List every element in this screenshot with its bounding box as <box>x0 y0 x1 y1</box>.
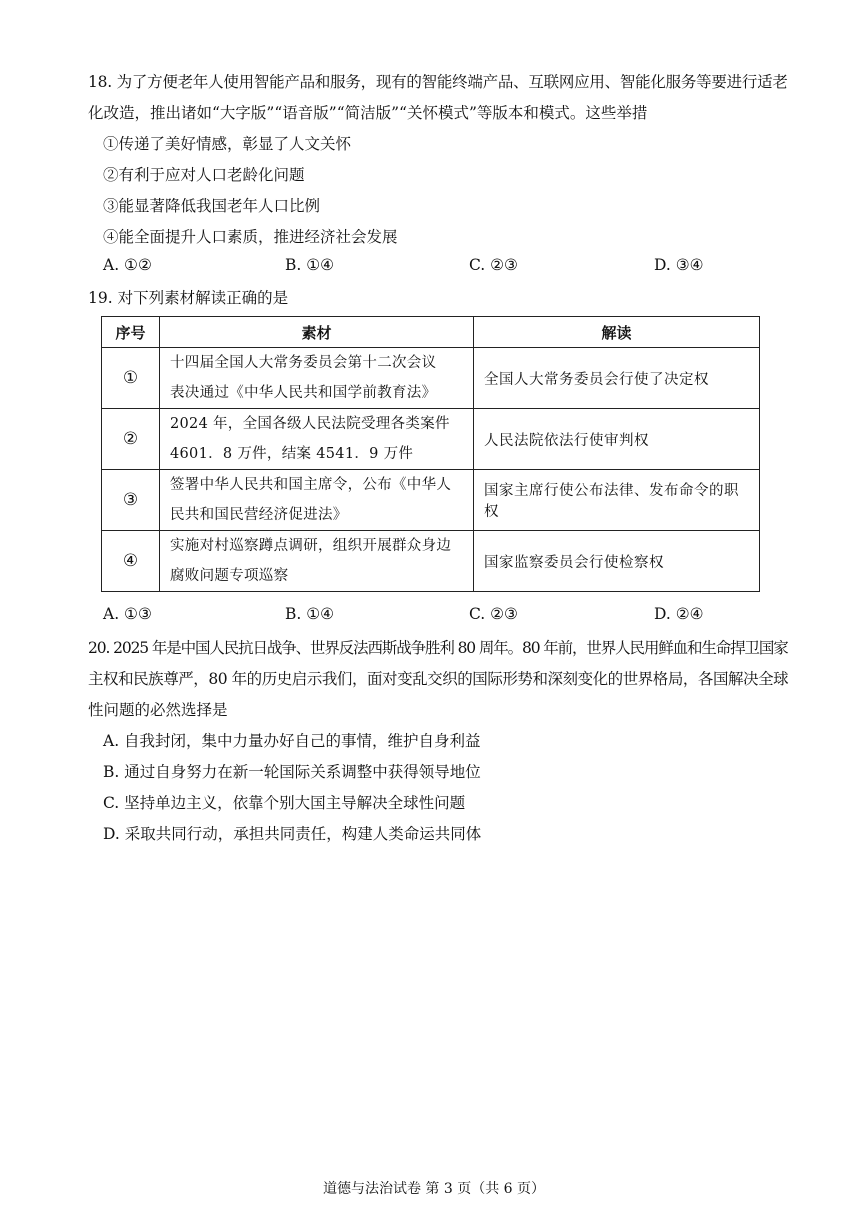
q18-item-2: ②有利于应对人口老龄化问题 <box>103 166 305 184</box>
q19-options <box>103 605 743 627</box>
q20-stem-line-3: 性问题的必然选择是 <box>88 701 228 719</box>
header-index: 序号 <box>102 317 160 348</box>
row-index: ① <box>102 348 160 409</box>
q19-option-c[interactable]: C. ②③ <box>469 605 518 623</box>
q18-stem-line-1: 18. 为了方便老年人使用智能产品和服务，现有的智能终端产品、互联网应用、智能化服务等要进行适老 <box>88 73 788 91</box>
q18-option-b[interactable]: B. ①④ <box>285 256 335 274</box>
row-material <box>160 531 474 592</box>
page-footer: 道德与法治试卷 第 3 页（共 6 页） <box>322 1181 546 1197</box>
table-row <box>102 531 760 592</box>
row-index: ② <box>102 409 160 470</box>
row-material <box>160 409 474 470</box>
q19-table-header <box>102 317 760 348</box>
q19-table <box>101 316 760 592</box>
row-index: ④ <box>102 531 160 592</box>
q19-option-b[interactable]: B. ①④ <box>285 605 335 623</box>
table-row <box>102 348 760 409</box>
material-line: 表决通过《中华人民共和国学前教育法》 <box>170 385 437 401</box>
q20-option-d[interactable]: D. 采取共同行动，承担共同责任，构建人类命运共同体 <box>103 825 482 843</box>
row-analysis: 国家监察委员会行使检察权 <box>474 531 760 592</box>
material-line: 民共和国民营经济促进法》 <box>170 507 348 523</box>
row-analysis: 全国人大常务委员会行使了决定权 <box>474 348 760 409</box>
q20-stem-line-2: 主权和民族尊严，80 年的历史启示我们，面对变乱交织的国际形势和深刻变化的世界格局，各国解决全球 <box>88 670 789 688</box>
q18-option-a[interactable]: A. ①② <box>103 256 152 274</box>
q19-stem: 19. 对下列素材解读正确的是 <box>88 289 289 307</box>
table-row <box>102 470 760 531</box>
q20-option-b[interactable]: B. 通过自身努力在新一轮国际关系调整中获得领导地位 <box>103 763 481 781</box>
row-index: ③ <box>102 470 160 531</box>
q18-option-d[interactable]: D. ③④ <box>654 256 704 274</box>
material-line: 实施对村巡察蹲点调研，组织开展群众身边 <box>170 538 452 554</box>
material-line: 十四届全国人大常务委员会第十二次会议 <box>170 355 437 371</box>
q18-item-4: ④能全面提升人口素质，推进经济社会发展 <box>103 228 398 246</box>
q18-stem-line-2: 化改造，推出诸如“大字版”“语音版”“简洁版”“关怀模式”等版本和模式。这些举措 <box>88 104 648 122</box>
material-line: 2024 年，全国各级人民法院受理各类案件 <box>170 416 450 432</box>
material-line: 签署中华人民共和国主席令，公布《中华人 <box>170 477 452 493</box>
q19-option-d[interactable]: D. ②④ <box>654 605 704 623</box>
q18-options <box>103 256 743 278</box>
row-material <box>160 348 474 409</box>
q20-stem-line-1: 20. 2025 年是中国人民抗日战争、世界反法西斯战争胜利 80 周年。80 年前，世界人民用鲜血和生命捍卫国家 <box>88 639 788 657</box>
header-material: 素材 <box>160 317 474 348</box>
row-material <box>160 470 474 531</box>
q19-option-a[interactable]: A. ①③ <box>103 605 152 623</box>
material-line: 4601．8 万件，结案 4541．9 万件 <box>170 446 414 462</box>
header-analysis: 解读 <box>474 317 760 348</box>
material-line: 腐败问题专项巡察 <box>170 568 289 584</box>
q20-option-c[interactable]: C. 坚持单边主义，依靠个别大国主导解决全球性问题 <box>103 794 466 812</box>
table-row <box>102 409 760 470</box>
q18-item-3: ③能显著降低我国老年人口比例 <box>103 197 321 215</box>
q18-option-c[interactable]: C. ②③ <box>469 256 518 274</box>
q18-item-1: ①传递了美好情感，彰显了人文关怀 <box>103 135 352 153</box>
q20-option-a[interactable]: A. 自我封闭，集中力量办好自己的事情，维护自身利益 <box>103 732 481 750</box>
row-analysis: 国家主席行使公布法律、发布命令的职权 <box>474 470 760 531</box>
row-analysis: 人民法院依法行使审判权 <box>474 409 760 470</box>
